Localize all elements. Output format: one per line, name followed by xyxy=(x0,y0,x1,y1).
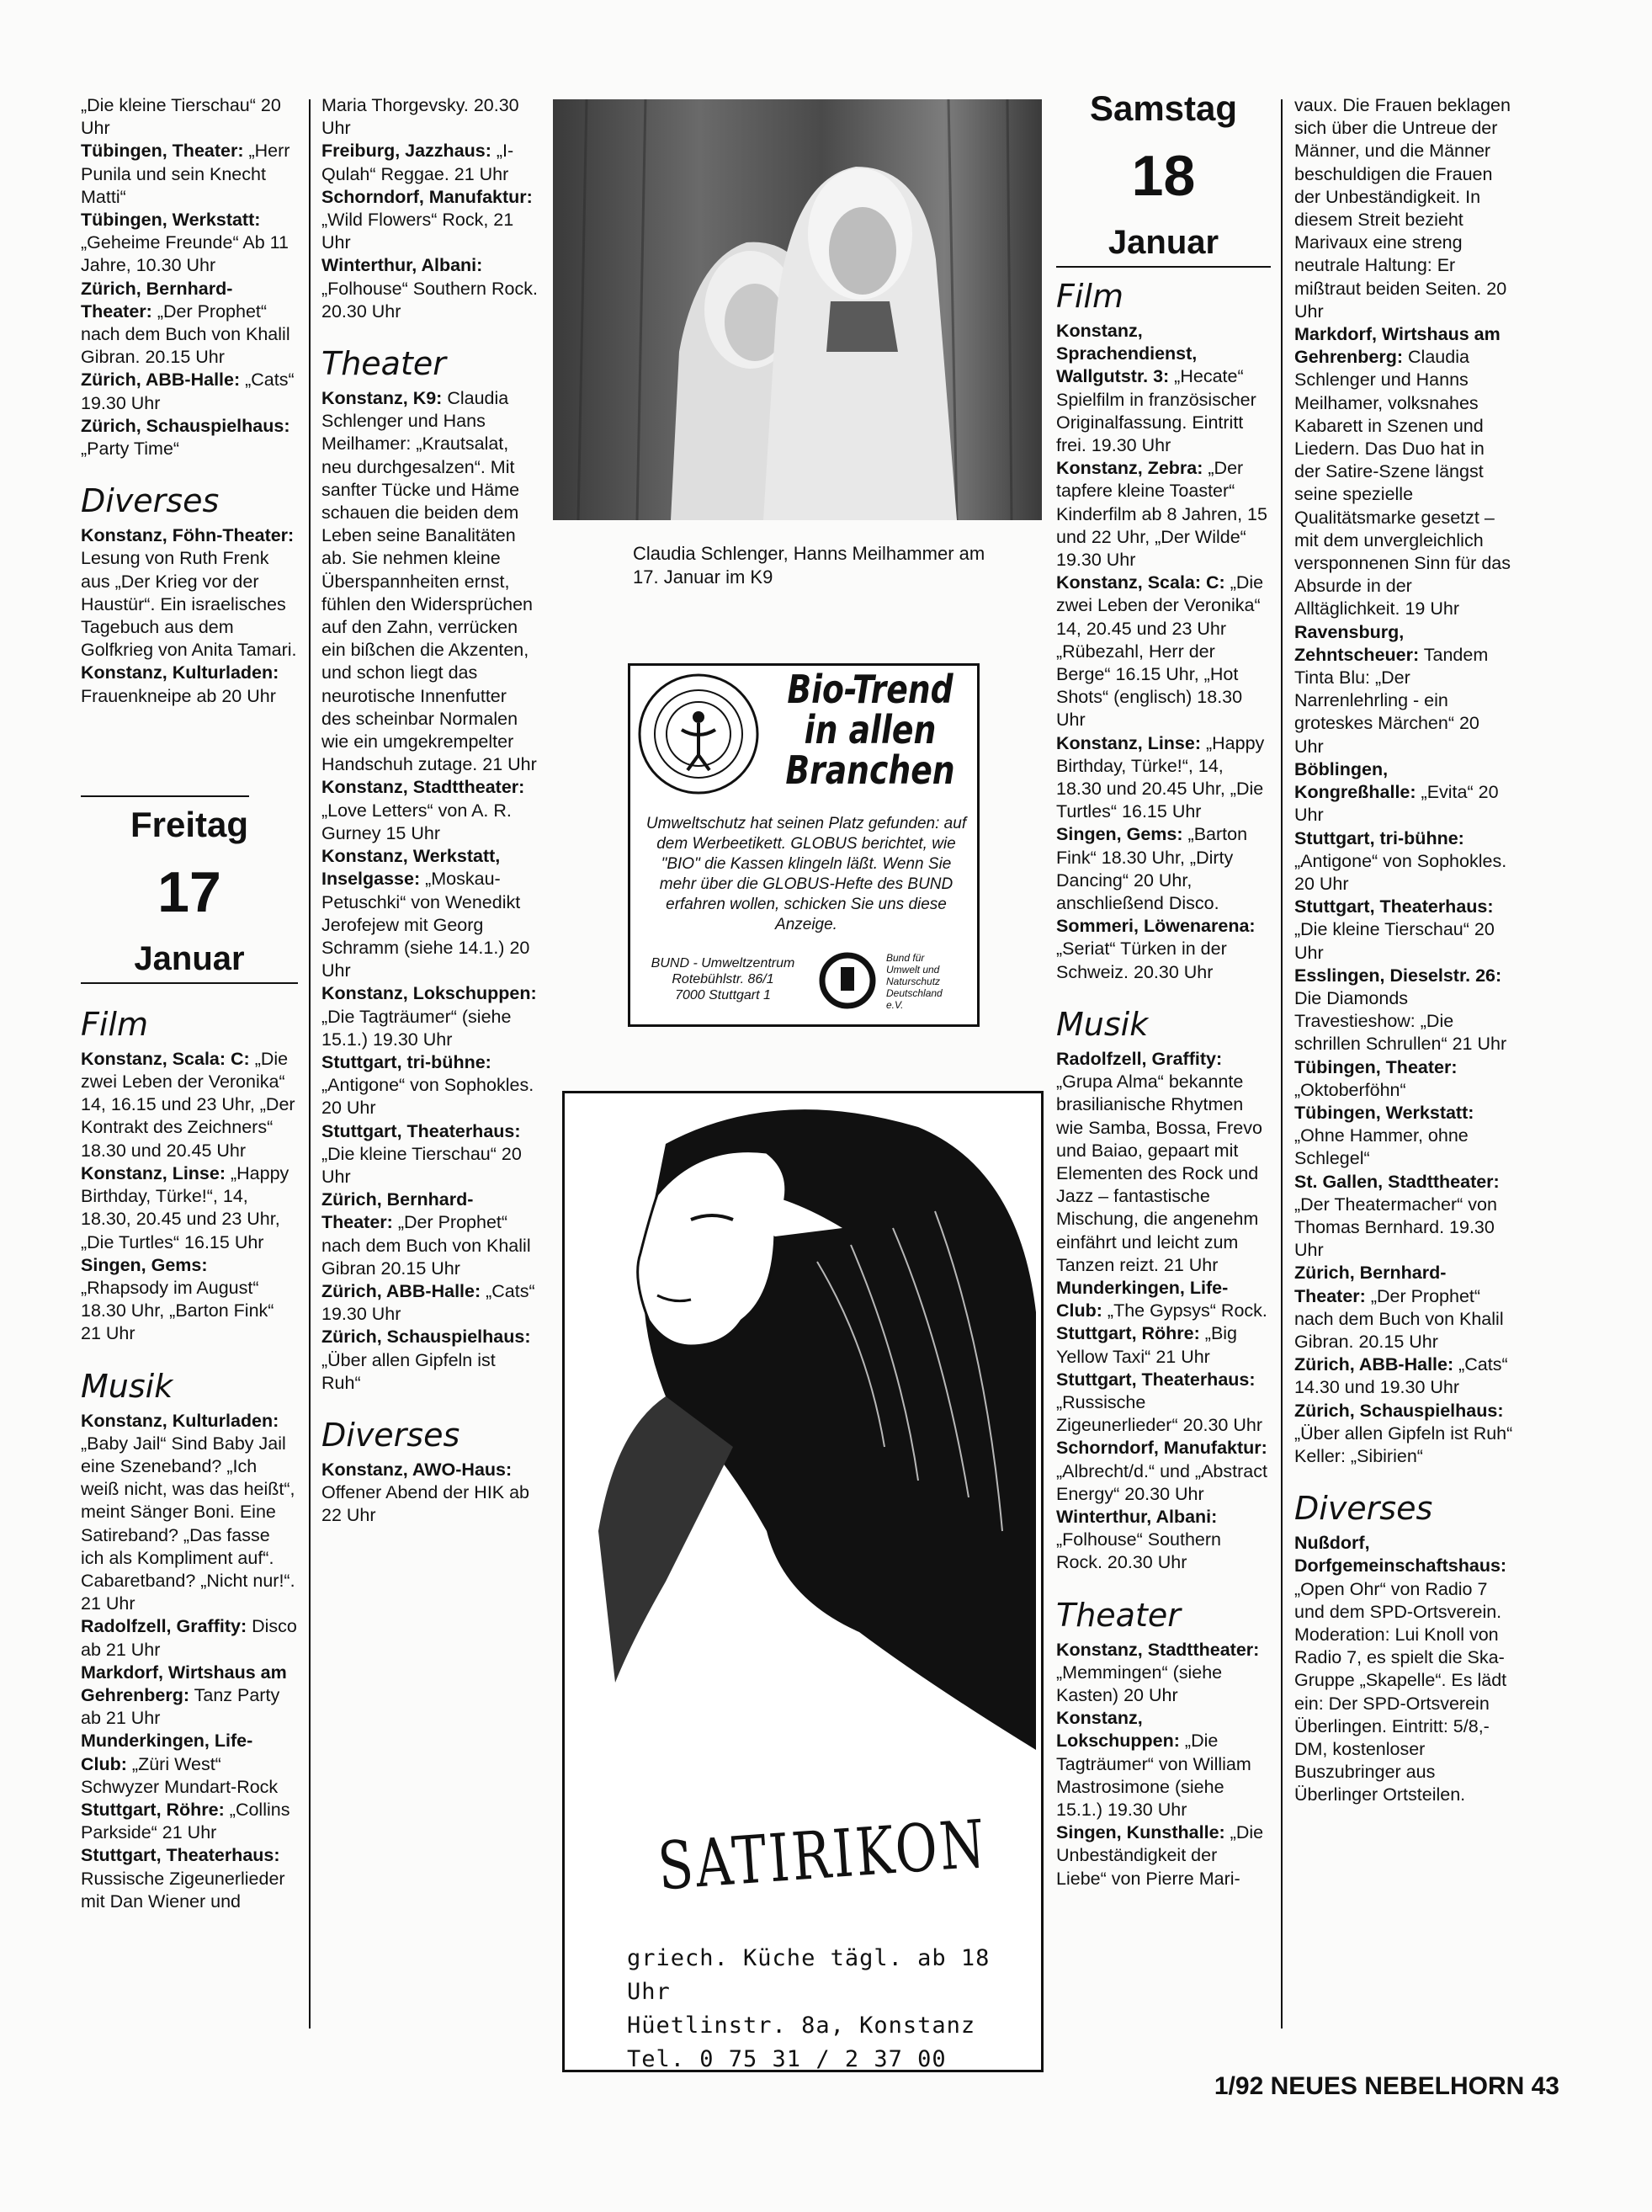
listing-entry xyxy=(1294,621,1513,758)
listing-entry xyxy=(1294,323,1513,621)
bund-logo-icon xyxy=(817,950,878,1016)
listing-text: „Seriat“ Türken in der Schweiz. 20.30 Uhr xyxy=(1056,939,1227,982)
column-5 xyxy=(1294,94,1513,1807)
listing-text: „Evita“ 20 Uhr xyxy=(1294,782,1499,826)
listing-text: „Die kleine Tierschau“ 20 Uhr xyxy=(321,1143,522,1187)
listing-venue: Schorndorf, Manufaktur: xyxy=(321,186,533,207)
col1-diverses-heading: Diverses xyxy=(81,482,220,520)
listing-entry xyxy=(321,94,539,140)
listing-venue: St. Gallen, Stadttheater: xyxy=(1294,1171,1500,1192)
listing-text: „Die zwei Leben der Veronika“ 14, 20.45 und 23 Uhr „Rübezahl, Herr der Berge“ 16.15 Uhr, „Hot Shots“ (englisch) 18.30 Uhr xyxy=(1056,572,1264,731)
listing-entry xyxy=(1294,1400,1513,1469)
listing-text: „Moskau-Petuschki“ von Wenedikt Jerofejew mit Georg Schramm (siehe 14.1.) 20 Uhr xyxy=(321,869,530,981)
listing-text: Maria Thorgevsky. 20.30 Uhr xyxy=(321,95,519,139)
listing-entry xyxy=(321,1459,539,1528)
listing-entry xyxy=(81,1254,298,1346)
column-divider-1 xyxy=(309,99,311,2029)
listing-venue: Konstanz, Werkstatt, Inselgasse: xyxy=(321,846,501,890)
listing-entry xyxy=(321,1326,539,1395)
listing-venue: Munderkingen, Life-Club: xyxy=(81,1731,253,1774)
listing-text: „Der Prophet“ nach dem Buch von Khalil Gibran. 20.15 Uhr xyxy=(81,300,290,368)
listing-entry xyxy=(81,1844,298,1913)
listing-text: „Züri West“ Schwyzer Mundart-Rock xyxy=(81,1753,279,1797)
listing-venue: Ravensburg, Zehntscheuer: xyxy=(1294,621,1420,665)
bio-headline xyxy=(784,667,957,793)
listing-entry xyxy=(321,1120,539,1189)
listing-text: Tandem Tinta Blu: „Der Narrenlehrling - ein groteskes Märchen“ 20 Uhr xyxy=(1294,644,1489,757)
umweltfreundlich-seal-icon xyxy=(635,671,762,797)
listing-entry xyxy=(1294,896,1513,965)
listing-entry xyxy=(1294,758,1513,827)
listing-entry xyxy=(1056,823,1271,915)
listing-entry xyxy=(1294,1353,1513,1399)
listing-text: vaux. Die Frauen beklagen sich über die Untreue der Männer, und die Männer beschuldigen die Frauen der Unbeständigkeit. In diesem Streit bezieht Marivaux eine streng neutrale Haltung: Er mißtraut beiden Seiten. 20 Uhr xyxy=(1294,95,1511,322)
listing-text: „Der Theatermacher“ von Thomas Bernhard. 19.30 Uhr xyxy=(1294,1194,1497,1261)
listing-venue: Konstanz, Föhn-Theater: xyxy=(81,525,295,546)
listing-entry xyxy=(1056,1707,1271,1821)
col1-musik-list xyxy=(81,1410,298,1913)
listing-text: „Der tapfere kleine Toaster“ Kinderfilm ab 8 Jahren, 15 und 22 Uhr, „Der Wilde“ 19.30 Uhr xyxy=(1056,458,1267,571)
listing-venue: Esslingen, Dieselstr. 26: xyxy=(1294,965,1502,986)
listing-text: „Die Tagträumer“ (siehe 15.1.) 19.30 Uhr xyxy=(321,1006,512,1050)
bio-address xyxy=(639,955,807,1003)
listing-text: Offener Abend der HIK ab 22 Uhr xyxy=(321,1482,530,1526)
saturday-month: Januar xyxy=(1108,224,1219,261)
listing-entry xyxy=(1294,1532,1513,1806)
column-2 xyxy=(321,94,539,1528)
col2-diverses-list xyxy=(321,1459,539,1528)
listing-entry xyxy=(1294,965,1513,1056)
listing-text: „Die zwei Leben der Veronika“ 14, 16.15 und 23 Uhr, „Der Kontrakt des Zeichners“ 18.30 und 20.45 Uhr xyxy=(81,1048,295,1161)
listing-text: Disco ab 21 Uhr xyxy=(81,1616,297,1660)
listing-text: „Folhouse“ Southern Rock. 20.30 Uhr xyxy=(321,278,538,322)
listing-venue: Singen, Gems: xyxy=(81,1254,208,1275)
listing-venue: Singen, Gems: xyxy=(1056,824,1183,845)
bio-address-line3: 7000 Stuttgart 1 xyxy=(675,988,771,1002)
bio-address-line1: BUND - Umweltzentrum xyxy=(651,956,795,970)
listing-venue: Stuttgart, Röhre: xyxy=(81,1799,225,1820)
satirikon-phone: Tel. 0 75 31 / 2 37 00 xyxy=(627,2046,947,2072)
listing-entry xyxy=(321,1188,539,1280)
listing-venue: Konstanz, Kulturladen: xyxy=(81,662,279,683)
column-divider-4 xyxy=(1281,99,1283,2029)
listing-entry xyxy=(1294,1102,1513,1171)
listing-venue: Konstanz, Sprachendienst, Wallgutstr. 3: xyxy=(1056,321,1198,387)
listing-entry xyxy=(1056,457,1271,572)
bio-headline-line3: Branchen xyxy=(785,747,955,793)
listing-venue: Radolfzell, Graffity: xyxy=(81,1616,247,1637)
listing-text: „Über allen Gipfeln ist Ruh“ xyxy=(321,1349,496,1393)
listing-text: „Memmingen“ (siehe Kasten) 20 Uhr xyxy=(1056,1662,1223,1705)
bio-side-line2: Umwelt und xyxy=(886,964,940,976)
listing-text: Claudia Schlenger und Hanns Meilhamer, volksnahes Kabarett in Szenen und Liedern. Das Duo hat in der Satire-Szene längst seine spezielle Qualitätsmarke gesetzt – mit dem unvergleichlich versponnenen Sinn für das Absurde in der Alltäglichkeit. 19 Uhr xyxy=(1294,347,1511,619)
listing-entry xyxy=(1056,1437,1271,1506)
photo-illustration xyxy=(553,99,1042,520)
col2-theater-list xyxy=(321,387,539,1395)
listing-venue: Zürich, Schauspielhaus: xyxy=(81,415,290,436)
listing-text: „Collins Parkside“ 21 Uhr xyxy=(81,1799,290,1843)
listing-entry xyxy=(81,1410,298,1616)
listing-venue: Böblingen, Kongreßhalle: xyxy=(1294,758,1416,803)
listing-venue: Konstanz, Linse: xyxy=(1056,732,1202,753)
listing-entry xyxy=(81,1662,298,1731)
col2-diverses-heading: Diverses xyxy=(321,1416,460,1454)
listing-entry xyxy=(1056,572,1271,731)
listing-venue: Munderkingen, Life-Club: xyxy=(1056,1277,1229,1321)
listing-venue: Konstanz, Linse: xyxy=(81,1162,226,1183)
col1-film-heading: Film xyxy=(81,1005,148,1043)
page-footer: 1/92 NEUES NEBELHORN 43 xyxy=(1214,2072,1559,2100)
col4-musik-list xyxy=(1056,1048,1271,1575)
listing-entry xyxy=(81,524,298,662)
listing-text: Tanz Party ab 21 Uhr xyxy=(81,1684,280,1729)
col5-top-entries xyxy=(1294,94,1513,1468)
listing-text: „Die kleine Tierschau“ 20 Uhr xyxy=(1294,919,1495,963)
listing-venue: Freiburg, Jazzhaus: xyxy=(321,141,491,162)
col4-film-heading: Film xyxy=(1056,278,1123,315)
listing-venue: Zürich, ABB-Halle: xyxy=(81,370,241,391)
listing-entry xyxy=(81,415,298,460)
listing-entry xyxy=(321,845,539,982)
listing-text: „Oktoberföhn“ xyxy=(1294,1079,1406,1100)
bio-body: Umweltschutz hat seinen Platz gefunden: auf dem Werbeetikett. GLOBUS berichtet, wie "BIO" die Kassen klingeln läßt. Wenn Sie mehr über die GLOBUS-Hefte des BUND erfahren wollen, schicken Sie uns diese Anzeige. xyxy=(645,815,967,933)
listing-venue: Konstanz, Scala: C: xyxy=(1056,572,1225,593)
listing-text: „Der Prophet“ nach dem Buch von Khalil Gibran. 20.15 Uhr xyxy=(1294,1285,1504,1352)
listing-entry xyxy=(1056,1322,1271,1368)
bio-headline-line2: in allen xyxy=(804,707,937,752)
listing-venue: Markdorf, Wirtshaus am Gehrenberg: xyxy=(81,1662,287,1705)
col4-theater-list xyxy=(1056,1639,1271,1890)
listing-text: „Cats“ 14.30 und 19.30 Uhr xyxy=(1294,1354,1508,1398)
listing-text: „I-Qulah“ Reggae. 21 Uhr xyxy=(321,141,514,184)
listing-entry xyxy=(321,387,539,776)
col1-diverses-list xyxy=(81,524,298,708)
satirikon-ad xyxy=(562,1091,1044,2072)
listing-text: „The Gypsys“ Rock. xyxy=(1107,1300,1267,1321)
col1-film-list xyxy=(81,1048,298,1346)
listing-text: Lesung von Ruth Frenk aus „Der Krieg vor der Haustür“. Ein israelisches Tagebuch aus dem Golfkrieg von Anita Tamari. xyxy=(81,548,297,661)
bio-headline-line1: Bio-Trend xyxy=(787,667,953,712)
listing-text: „Folhouse“ Southern Rock. 20.30 Uhr xyxy=(1056,1529,1221,1573)
listing-text: „Happy Birthday, Türke!“, 14, 18.30, 20.45 und 23 Uhr, „Die Turtles“ 16.15 Uhr xyxy=(81,1162,289,1252)
listing-venue: Konstanz, AWO-Haus: xyxy=(321,1459,513,1480)
listing-entry xyxy=(81,278,298,370)
listing-venue: Stuttgart, Theaterhaus: xyxy=(81,1845,280,1866)
listing-entry xyxy=(81,1799,298,1844)
listing-venue: Konstanz, Kulturladen: xyxy=(81,1410,279,1431)
listing-text: „Russische Zigeunerlieder“ 20.30 Uhr xyxy=(1056,1391,1262,1436)
listing-entry xyxy=(81,1730,298,1799)
col1-top-entries xyxy=(81,94,298,460)
listing-venue: Schorndorf, Manufaktur: xyxy=(1056,1438,1267,1459)
col5-diverses-list xyxy=(1294,1532,1513,1806)
listing-text: Frauenkneipe ab 20 Uhr xyxy=(81,685,276,706)
column-1 xyxy=(81,94,298,1913)
listing-venue: Tübingen, Werkstatt: xyxy=(81,210,261,231)
friday-name: Freitag xyxy=(130,804,249,844)
saturday-day-header xyxy=(1056,88,1271,268)
listing-entry xyxy=(1056,732,1271,824)
listing-entry xyxy=(1056,1369,1271,1438)
satirikon-info xyxy=(627,1942,1031,2076)
listing-entry xyxy=(1056,1821,1271,1890)
listing-entry xyxy=(1294,94,1513,323)
listing-entry xyxy=(81,369,298,414)
listing-entry xyxy=(1056,915,1271,984)
friday-number: 17 xyxy=(157,859,221,924)
listing-entry xyxy=(321,1051,539,1120)
listing-venue: Konstanz, Lokschuppen: xyxy=(1056,1708,1180,1752)
listing-venue: Zürich, Schauspielhaus: xyxy=(1294,1400,1504,1421)
listing-text: „Love Letters“ von A. R. Gurney 15 Uhr xyxy=(321,800,512,843)
listing-venue: Konstanz, Stadttheater: xyxy=(1056,1639,1260,1660)
bio-side-line5: e.V. xyxy=(886,999,904,1011)
listing-text: „Antigone“ von Sophokles. 20 Uhr xyxy=(1294,850,1507,894)
saturday-number: 18 xyxy=(1131,144,1196,208)
listing-venue: Nußdorf, Dorfgemeinschaftshaus: xyxy=(1294,1533,1507,1577)
listing-venue: Stuttgart, tri-bühne: xyxy=(1294,827,1464,848)
listing-venue: Stuttgart, tri-bühne: xyxy=(321,1051,491,1072)
satirikon-address: Hüetlinstr. 8a, Konstanz xyxy=(627,2013,976,2039)
listing-venue: Tübingen, Theater: xyxy=(1294,1056,1458,1077)
listing-entry xyxy=(1294,827,1513,896)
listing-venue: Singen, Kunsthalle: xyxy=(1056,1822,1225,1843)
listing-text: „Antigone“ von Sophokles. 20 Uhr xyxy=(321,1075,534,1119)
listing-text: „Über allen Gipfeln ist Ruh“ Keller: „Sibirien“ xyxy=(1294,1422,1513,1466)
listing-text: „Hecate“ Spielfilm in französischer Originalfassung. Eintritt frei. 19.30 Uhr xyxy=(1056,366,1256,456)
satirikon-illustration xyxy=(565,1093,1041,1800)
listing-text: „Die Tagträumer“ von William Mastrosimone (siehe 15.1.) 19.30 Uhr xyxy=(1056,1731,1251,1820)
listing-entry xyxy=(1294,1056,1513,1102)
col2-theater-heading: Theater xyxy=(321,345,446,383)
listing-venue: Konstanz, K9: xyxy=(321,388,443,409)
bio-side-line3: Naturschutz xyxy=(886,976,941,987)
bio-side-line4: Deutschland xyxy=(886,987,943,999)
listing-entry xyxy=(321,776,539,845)
bio-address-line2: Rotebühlstr. 86/1 xyxy=(672,972,774,986)
listing-entry xyxy=(81,1048,298,1162)
listing-text: „Cats“ 19.30 Uhr xyxy=(321,1280,535,1325)
satirikon-hours: griech. Küche tägl. ab 18 Uhr xyxy=(627,1945,991,2005)
listing-venue: Konstanz, Scala: C: xyxy=(81,1048,250,1069)
listing-venue: Tübingen, Theater: xyxy=(81,141,244,162)
listing-venue: Konstanz, Lokschuppen: xyxy=(321,983,537,1004)
listing-venue: Zürich, Bernhard-Theater: xyxy=(81,278,233,322)
listing-entry xyxy=(1056,320,1271,457)
listing-text: Russische Zigeunerlieder mit Dan Wiener und xyxy=(81,1868,285,1912)
photo-caption: Claudia Schlenger, Hanns Meilhammer am 17. Januar im K9 xyxy=(633,543,985,588)
listing-entry xyxy=(1056,1506,1271,1575)
listing-entry xyxy=(1294,1171,1513,1263)
listing-venue: Zürich, Bernhard-Theater: xyxy=(1294,1263,1447,1306)
listing-text: „Open Ohr“ von Radio 7 und dem SPD-Ortsverein. Moderation: Lui Knoll von Radio 7, es spielt die Ska-Gruppe „Skapelle“. Es lädt ein: Der SPD-Ortsverein Überlingen. Eintritt: 5/8,- DM, kostenloser Buszubringer aus Überlinger Ortsteilen. xyxy=(1294,1578,1507,1805)
listing-text: „Der Prophet“ nach dem Buch von Khalil Gibran 20.15 Uhr xyxy=(321,1212,531,1279)
listing-entry xyxy=(321,1280,539,1326)
listing-text: „Geheime Freunde“ Ab 11 Jahre, 10.30 Uhr xyxy=(81,232,289,276)
listing-entry xyxy=(81,94,298,140)
listing-venue: Zürich, ABB-Halle: xyxy=(321,1280,481,1301)
listing-entry xyxy=(1294,1262,1513,1353)
listing-text: „Die kleine Tierschau“ 20 Uhr xyxy=(81,95,281,139)
listing-text: „Rhapsody im August“ 18.30 Uhr, „Barton Fink“ 21 Uhr xyxy=(81,1277,274,1344)
col1-musik-heading: Musik xyxy=(81,1367,173,1405)
listing-text: „Baby Jail“ Sind Baby Jail eine Szeneband? „Ich weiß nicht, was das heißt“, meint Sänger Boni. Eine Satireband? „Das fasse ich als Kompliment auf“. Cabaretband? „Nicht nur!“. 21 Uhr xyxy=(81,1433,295,1614)
col4-theater-heading: Theater xyxy=(1056,1596,1181,1634)
listing-venue: Tübingen, Werkstatt: xyxy=(1294,1102,1474,1123)
listing-text: „Big Yellow Taxi“ 21 Uhr xyxy=(1056,1323,1238,1367)
listing-entry xyxy=(321,982,539,1051)
listing-text: Claudia Schlenger und Hans Meilhamer: „Krautsalat, neu durchgesalzen“. Mit sanfter Tücke und Häme schauen die beiden dem Leben seine Banalitäten ab. Sie nehmen kleine Überspannheiten ernst, fühlen den Widersprüchen auf den Zahn, verrücken ein bißchen die Akzenten, und schon liegt das neurotische Innenfutter des scheinbar Normalen wie ein umgekrempelter Handschuh zutage. 21 Uhr xyxy=(321,388,537,775)
friday-month: Januar xyxy=(134,939,245,977)
col4-musik-heading: Musik xyxy=(1056,1005,1149,1043)
col5-diverses-heading: Diverses xyxy=(1294,1490,1433,1528)
column-4 xyxy=(1056,88,1271,1890)
listing-text: „Cats“ 19.30 Uhr xyxy=(81,370,295,413)
listing-text: „Grupa Alma“ bekannte brasilianische Rhytmen wie Samba, Bossa, Frevo und Baiao, gepaart mit Elementen des Rock und Jazz – fantastische Mischung, die angenehm einfährt und leicht zum Tanzen reizt. 21 Uhr xyxy=(1056,1071,1262,1275)
listing-entry xyxy=(81,662,298,707)
listing-venue: Radolfzell, Graffity: xyxy=(1056,1048,1223,1069)
listing-text: „Ohne Hammer, ohne Schlegel“ xyxy=(1294,1125,1469,1169)
listing-text: „Albrecht/d.“ und „Abstract Energy“ 20.30 Uhr xyxy=(1056,1460,1267,1504)
listing-venue: Stuttgart, Theaterhaus: xyxy=(1294,896,1494,917)
friday-day-header xyxy=(81,795,298,984)
listing-venue: Stuttgart, Theaterhaus: xyxy=(1056,1369,1256,1390)
listing-venue: Sommeri, Löwenarena: xyxy=(1056,916,1256,937)
listing-entry xyxy=(321,254,539,323)
saturday-name: Samstag xyxy=(1089,88,1238,128)
bio-side-line1: Bund für xyxy=(886,952,925,964)
listing-venue: Zürich, Schauspielhaus: xyxy=(321,1327,531,1348)
listing-text: „Happy Birthday, Türke!“, 14, 18.30 und 20.45 Uhr, „Die Turtles“ 16.15 Uhr xyxy=(1056,732,1265,822)
listing-venue: Zürich, Bernhard-Theater: xyxy=(321,1189,474,1233)
listing-text: „Party Time“ xyxy=(81,439,180,460)
listing-entry xyxy=(81,209,298,278)
listing-entry xyxy=(1056,1048,1271,1277)
listing-venue: Markdorf, Wirtshaus am Gehrenberg: xyxy=(1294,324,1501,368)
listing-text: „Barton Fink“ 18.30 Uhr, „Dirty Dancing“ 20 Uhr, anschließend Disco. xyxy=(1056,824,1248,914)
satirikon-logo: SATIRIKON xyxy=(655,1806,990,1906)
listing-venue: Stuttgart, Röhre: xyxy=(1056,1323,1200,1344)
listing-venue: Stuttgart, Theaterhaus: xyxy=(321,1120,521,1141)
listing-text: „Die Unbeständigkeit der Liebe“ von Pierre Mari- xyxy=(1056,1822,1264,1889)
listing-entry xyxy=(1056,1277,1271,1322)
col2-top-entries xyxy=(321,94,539,323)
listing-text: „Wild Flowers“ Rock, 21 Uhr xyxy=(321,210,514,253)
listing-entry xyxy=(321,140,539,185)
listing-venue: Winterthur, Albani: xyxy=(1056,1506,1218,1527)
bio-bund-side-text xyxy=(886,952,970,1011)
listing-venue: Konstanz, Stadttheater: xyxy=(321,777,525,798)
listing-text: Die Diamonds Travestieshow: „Die schrillen Schrullen“ 21 Uhr xyxy=(1294,987,1507,1055)
photo-claudia-hanns xyxy=(553,99,1042,520)
listing-entry xyxy=(1056,1639,1271,1708)
listing-entry xyxy=(321,186,539,255)
listing-entry xyxy=(81,140,298,209)
listing-venue: Winterthur, Albani: xyxy=(321,255,483,276)
bio-trend-ad xyxy=(628,663,980,1027)
listing-venue: Zürich, ABB-Halle: xyxy=(1294,1354,1454,1375)
listing-venue: Konstanz, Zebra: xyxy=(1056,458,1203,479)
col4-film-list xyxy=(1056,320,1271,984)
listing-text: „Herr Punila und sein Knecht Matti“ xyxy=(81,141,290,207)
listing-entry xyxy=(81,1162,298,1254)
listing-entry xyxy=(81,1615,298,1661)
